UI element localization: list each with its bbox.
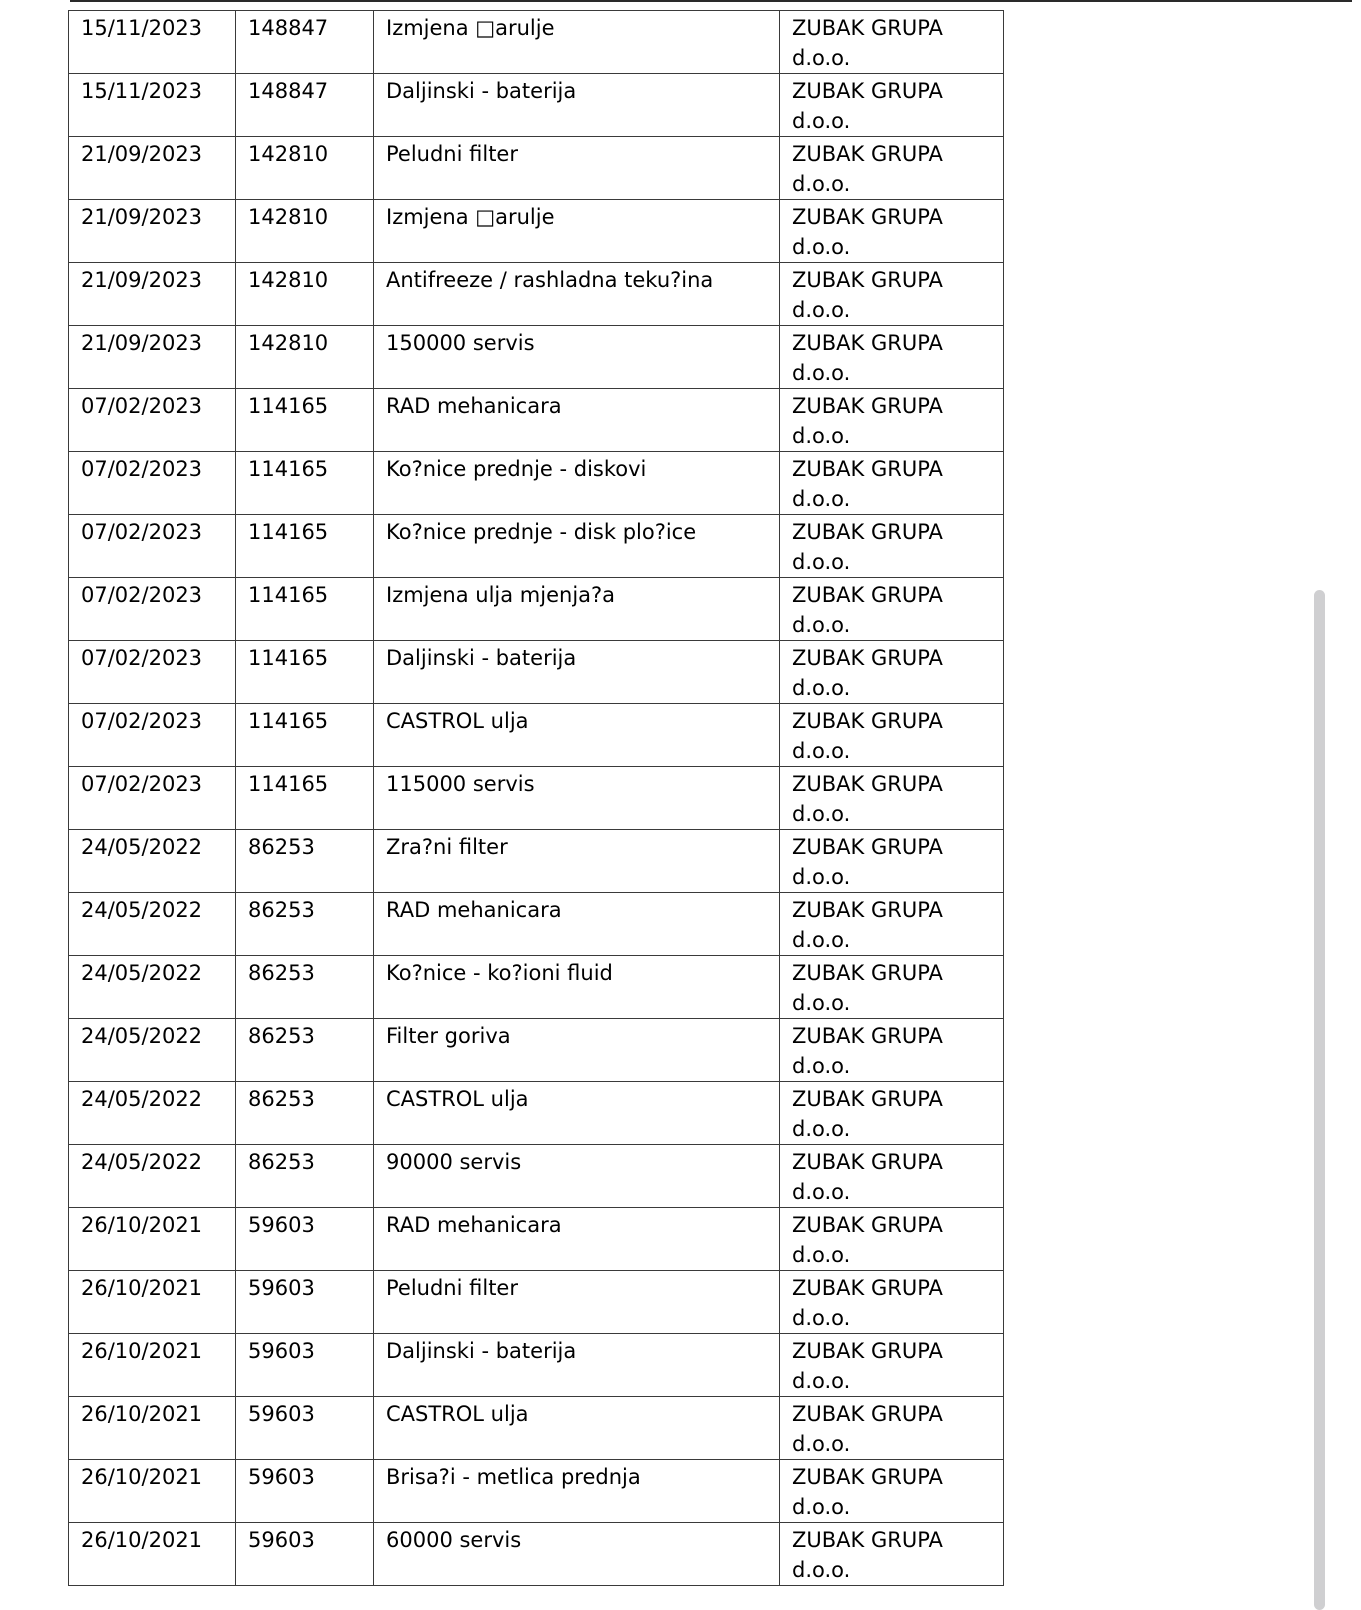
date-cell: 21/09/2023 <box>69 326 236 389</box>
order-number-cell: 59603 <box>236 1397 374 1460</box>
date-cell: 24/05/2022 <box>69 1082 236 1145</box>
order-number-cell: 114165 <box>236 641 374 704</box>
order-number-cell: 59603 <box>236 1523 374 1586</box>
date-cell: 15/11/2023 <box>69 11 236 74</box>
company-cell <box>780 389 1004 452</box>
company-cell <box>780 1208 1004 1271</box>
company-name-line: ZUBAK GRUPA <box>792 142 943 166</box>
date-cell: 07/02/2023 <box>69 389 236 452</box>
company-suffix-line: d.o.o. <box>792 1495 851 1519</box>
date-cell: 26/10/2021 <box>69 1208 236 1271</box>
company-suffix-line: d.o.o. <box>792 991 851 1015</box>
description-cell: Peludni filter <box>374 137 780 200</box>
company-suffix-line: d.o.o. <box>792 865 851 889</box>
order-number-cell: 59603 <box>236 1271 374 1334</box>
date-cell: 26/10/2021 <box>69 1523 236 1586</box>
company-cell <box>780 326 1004 389</box>
description-cell: Izmjena ulja mjenja?a <box>374 578 780 641</box>
date-cell: 24/05/2022 <box>69 830 236 893</box>
company-name-line: ZUBAK GRUPA <box>792 520 943 544</box>
company-suffix-line: d.o.o. <box>792 613 851 637</box>
date-cell: 07/02/2023 <box>69 704 236 767</box>
service-history-table <box>68 10 1004 1586</box>
table-row <box>69 1460 1004 1523</box>
company-cell <box>780 11 1004 74</box>
date-cell: 26/10/2021 <box>69 1271 236 1334</box>
description-cell: 150000 servis <box>374 326 780 389</box>
company-suffix-line: d.o.o. <box>792 802 851 826</box>
order-number-cell: 142810 <box>236 263 374 326</box>
company-cell <box>780 893 1004 956</box>
order-number-cell: 59603 <box>236 1460 374 1523</box>
company-suffix-line: d.o.o. <box>792 235 851 259</box>
company-name-line: ZUBAK GRUPA <box>792 583 943 607</box>
company-suffix-line: d.o.o. <box>792 1180 851 1204</box>
company-name-line: ZUBAK GRUPA <box>792 835 943 859</box>
company-cell <box>780 1460 1004 1523</box>
table-row <box>69 1145 1004 1208</box>
table-row <box>69 263 1004 326</box>
company-name-line: ZUBAK GRUPA <box>792 709 943 733</box>
table-row <box>69 830 1004 893</box>
description-cell: Daljinski - baterija <box>374 74 780 137</box>
company-suffix-line: d.o.o. <box>792 676 851 700</box>
company-suffix-line: d.o.o. <box>792 172 851 196</box>
company-cell <box>780 830 1004 893</box>
table-row <box>69 200 1004 263</box>
description-cell: 90000 servis <box>374 1145 780 1208</box>
description-cell: 115000 servis <box>374 767 780 830</box>
order-number-cell: 86253 <box>236 1019 374 1082</box>
description-cell: Brisa?i - metlica prednja <box>374 1460 780 1523</box>
order-number-cell: 86253 <box>236 830 374 893</box>
company-cell <box>780 767 1004 830</box>
date-cell: 21/09/2023 <box>69 137 236 200</box>
description-cell: Daljinski - baterija <box>374 1334 780 1397</box>
company-cell <box>780 704 1004 767</box>
top-divider <box>70 0 1352 2</box>
vertical-scrollbar[interactable] <box>1314 590 1325 1610</box>
company-name-line: ZUBAK GRUPA <box>792 394 943 418</box>
company-name-line: ZUBAK GRUPA <box>792 961 943 985</box>
company-suffix-line: d.o.o. <box>792 1117 851 1141</box>
company-cell <box>780 1334 1004 1397</box>
company-cell <box>780 200 1004 263</box>
company-cell <box>780 1397 1004 1460</box>
company-name-line: ZUBAK GRUPA <box>792 646 943 670</box>
table-row <box>69 1019 1004 1082</box>
table-row <box>69 956 1004 1019</box>
company-suffix-line: d.o.o. <box>792 487 851 511</box>
company-suffix-line: d.o.o. <box>792 1243 851 1267</box>
company-cell <box>780 263 1004 326</box>
company-suffix-line: d.o.o. <box>792 1306 851 1330</box>
company-cell <box>780 578 1004 641</box>
company-suffix-line: d.o.o. <box>792 1558 851 1582</box>
date-cell: 07/02/2023 <box>69 767 236 830</box>
table-row <box>69 893 1004 956</box>
table-row <box>69 1082 1004 1145</box>
company-name-line: ZUBAK GRUPA <box>792 1528 943 1552</box>
company-suffix-line: d.o.o. <box>792 361 851 385</box>
company-name-line: ZUBAK GRUPA <box>792 1339 943 1363</box>
date-cell: 24/05/2022 <box>69 1019 236 1082</box>
description-cell: Ko?nice prednje - disk plo?ice <box>374 515 780 578</box>
company-name-line: ZUBAK GRUPA <box>792 268 943 292</box>
table-row <box>69 326 1004 389</box>
table-row <box>69 704 1004 767</box>
description-cell: RAD mehanicara <box>374 1208 780 1271</box>
description-cell: Izmjena □arulje <box>374 11 780 74</box>
order-number-cell: 142810 <box>236 326 374 389</box>
company-suffix-line: d.o.o. <box>792 928 851 952</box>
company-name-line: ZUBAK GRUPA <box>792 1276 943 1300</box>
table-row <box>69 515 1004 578</box>
company-cell <box>780 74 1004 137</box>
company-name-line: ZUBAK GRUPA <box>792 205 943 229</box>
company-name-line: ZUBAK GRUPA <box>792 772 943 796</box>
company-suffix-line: d.o.o. <box>792 1432 851 1456</box>
description-cell: Peludni filter <box>374 1271 780 1334</box>
description-cell: 60000 servis <box>374 1523 780 1586</box>
company-suffix-line: d.o.o. <box>792 46 851 70</box>
company-suffix-line: d.o.o. <box>792 424 851 448</box>
order-number-cell: 59603 <box>236 1208 374 1271</box>
date-cell: 07/02/2023 <box>69 578 236 641</box>
company-name-line: ZUBAK GRUPA <box>792 1150 943 1174</box>
table-row <box>69 1397 1004 1460</box>
table-row <box>69 641 1004 704</box>
company-suffix-line: d.o.o. <box>792 1369 851 1393</box>
description-cell: Ko?nice - ko?ioni fluid <box>374 956 780 1019</box>
order-number-cell: 86253 <box>236 956 374 1019</box>
order-number-cell: 148847 <box>236 74 374 137</box>
order-number-cell: 59603 <box>236 1334 374 1397</box>
table-body <box>69 11 1004 1586</box>
description-cell: Filter goriva <box>374 1019 780 1082</box>
table-row <box>69 578 1004 641</box>
company-name-line: ZUBAK GRUPA <box>792 1024 943 1048</box>
description-cell: CASTROL ulja <box>374 704 780 767</box>
date-cell: 21/09/2023 <box>69 200 236 263</box>
company-name-line: ZUBAK GRUPA <box>792 1213 943 1237</box>
order-number-cell: 114165 <box>236 452 374 515</box>
description-cell: RAD mehanicara <box>374 893 780 956</box>
order-number-cell: 86253 <box>236 893 374 956</box>
company-cell <box>780 1082 1004 1145</box>
table-row <box>69 1271 1004 1334</box>
order-number-cell: 148847 <box>236 11 374 74</box>
company-suffix-line: d.o.o. <box>792 109 851 133</box>
table-row <box>69 74 1004 137</box>
description-cell: RAD mehanicara <box>374 389 780 452</box>
table-row <box>69 1523 1004 1586</box>
company-cell <box>780 956 1004 1019</box>
company-suffix-line: d.o.o. <box>792 298 851 322</box>
company-cell <box>780 515 1004 578</box>
company-suffix-line: d.o.o. <box>792 1054 851 1078</box>
date-cell: 26/10/2021 <box>69 1334 236 1397</box>
description-cell: Ko?nice prednje - diskovi <box>374 452 780 515</box>
date-cell: 07/02/2023 <box>69 452 236 515</box>
company-cell <box>780 452 1004 515</box>
table-row <box>69 767 1004 830</box>
company-cell <box>780 1145 1004 1208</box>
company-cell <box>780 1271 1004 1334</box>
company-name-line: ZUBAK GRUPA <box>792 457 943 481</box>
description-cell: Izmjena □arulje <box>374 200 780 263</box>
date-cell: 15/11/2023 <box>69 74 236 137</box>
date-cell: 24/05/2022 <box>69 956 236 1019</box>
date-cell: 26/10/2021 <box>69 1397 236 1460</box>
company-cell <box>780 1019 1004 1082</box>
order-number-cell: 114165 <box>236 578 374 641</box>
table-row <box>69 137 1004 200</box>
table-row <box>69 389 1004 452</box>
table-row <box>69 452 1004 515</box>
company-name-line: ZUBAK GRUPA <box>792 79 943 103</box>
description-cell: CASTROL ulja <box>374 1082 780 1145</box>
company-cell <box>780 641 1004 704</box>
company-name-line: ZUBAK GRUPA <box>792 1087 943 1111</box>
order-number-cell: 114165 <box>236 389 374 452</box>
order-number-cell: 142810 <box>236 137 374 200</box>
company-name-line: ZUBAK GRUPA <box>792 898 943 922</box>
date-cell: 24/05/2022 <box>69 1145 236 1208</box>
description-cell: Zra?ni filter <box>374 830 780 893</box>
table-row <box>69 1208 1004 1271</box>
description-cell: Antifreeze / rashladna teku?ina <box>374 263 780 326</box>
company-cell <box>780 1523 1004 1586</box>
company-suffix-line: d.o.o. <box>792 550 851 574</box>
description-cell: Daljinski - baterija <box>374 641 780 704</box>
order-number-cell: 114165 <box>236 704 374 767</box>
order-number-cell: 114165 <box>236 515 374 578</box>
company-name-line: ZUBAK GRUPA <box>792 331 943 355</box>
order-number-cell: 114165 <box>236 767 374 830</box>
date-cell: 24/05/2022 <box>69 893 236 956</box>
company-name-line: ZUBAK GRUPA <box>792 16 943 40</box>
order-number-cell: 86253 <box>236 1082 374 1145</box>
description-cell: CASTROL ulja <box>374 1397 780 1460</box>
table-row <box>69 11 1004 74</box>
company-cell <box>780 137 1004 200</box>
company-suffix-line: d.o.o. <box>792 739 851 763</box>
date-cell: 21/09/2023 <box>69 263 236 326</box>
date-cell: 26/10/2021 <box>69 1460 236 1523</box>
company-name-line: ZUBAK GRUPA <box>792 1465 943 1489</box>
company-name-line: ZUBAK GRUPA <box>792 1402 943 1426</box>
date-cell: 07/02/2023 <box>69 641 236 704</box>
table-row <box>69 1334 1004 1397</box>
date-cell: 07/02/2023 <box>69 515 236 578</box>
order-number-cell: 142810 <box>236 200 374 263</box>
order-number-cell: 86253 <box>236 1145 374 1208</box>
